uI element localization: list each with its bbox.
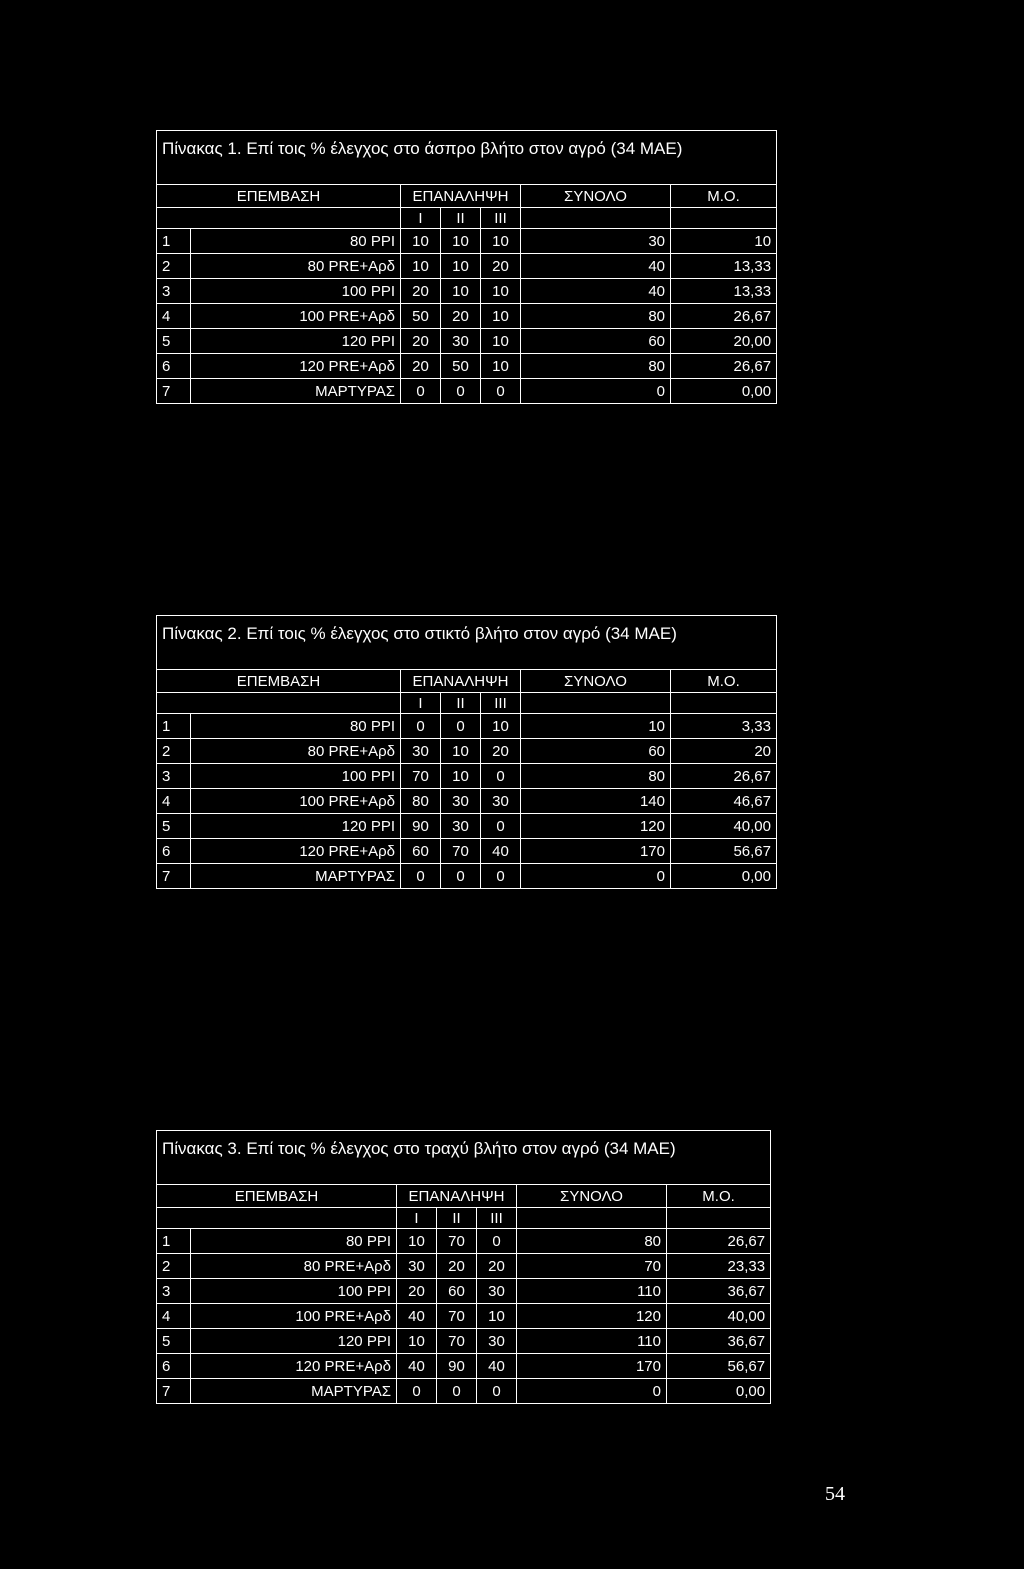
treatment-cell: 120 PRE+Αρδ bbox=[191, 354, 401, 379]
treatment-cell: 80 PPI bbox=[191, 229, 401, 254]
table-row bbox=[157, 1254, 771, 1279]
total-cell: 80 bbox=[521, 354, 671, 379]
subheader-rep-1: I bbox=[401, 693, 441, 714]
row-number: 6 bbox=[157, 1354, 191, 1379]
total-cell: 80 bbox=[521, 764, 671, 789]
rep-1-cell: 0 bbox=[401, 864, 441, 889]
table-title: Πίνακας 1. Επί τοις % έλεγχος στο άσπρο βλήτο στον αγρό (34 ΜΑΕ) bbox=[157, 131, 777, 185]
subheader-rep-3: III bbox=[481, 693, 521, 714]
table-row bbox=[157, 1329, 771, 1354]
rep-1-cell: 40 bbox=[397, 1304, 437, 1329]
rep-2-cell: 0 bbox=[441, 379, 481, 404]
table-row bbox=[157, 379, 777, 404]
rep-3-cell: 40 bbox=[481, 839, 521, 864]
total-cell: 40 bbox=[521, 254, 671, 279]
rep-1-cell: 50 bbox=[401, 304, 441, 329]
rep-2-cell: 90 bbox=[437, 1354, 477, 1379]
subheader-blank bbox=[157, 1208, 397, 1229]
treatment-cell: 120 PPI bbox=[191, 814, 401, 839]
header-repetition: ΕΠΑΝΑΛΗΨΗ bbox=[401, 670, 521, 693]
treatment-cell: ΜΑΡΤΥΡΑΣ bbox=[191, 1379, 397, 1404]
subheader-rep-1: I bbox=[401, 208, 441, 229]
table-row bbox=[157, 764, 777, 789]
table-row bbox=[157, 304, 777, 329]
mean-cell: 3,33 bbox=[671, 714, 777, 739]
total-cell: 60 bbox=[521, 739, 671, 764]
rep-3-cell: 10 bbox=[481, 714, 521, 739]
rep-1-cell: 20 bbox=[397, 1279, 437, 1304]
table-row bbox=[157, 739, 777, 764]
row-number: 2 bbox=[157, 1254, 191, 1279]
rep-3-cell: 10 bbox=[481, 304, 521, 329]
rep-3-cell: 30 bbox=[481, 789, 521, 814]
table-row bbox=[157, 864, 777, 889]
total-cell: 120 bbox=[521, 814, 671, 839]
table-row bbox=[157, 1379, 771, 1404]
treatment-cell: 120 PPI bbox=[191, 329, 401, 354]
total-cell: 120 bbox=[517, 1304, 667, 1329]
mean-cell: 26,67 bbox=[667, 1229, 771, 1254]
mean-cell: 26,67 bbox=[671, 304, 777, 329]
rep-1-cell: 40 bbox=[397, 1354, 437, 1379]
treatment-cell: 100 PRE+Αρδ bbox=[191, 1304, 397, 1329]
row-number: 7 bbox=[157, 1379, 191, 1404]
row-number: 6 bbox=[157, 839, 191, 864]
total-cell: 170 bbox=[521, 839, 671, 864]
rep-2-cell: 30 bbox=[441, 329, 481, 354]
row-number: 4 bbox=[157, 1304, 191, 1329]
subheader-blank bbox=[521, 693, 671, 714]
table-row bbox=[157, 839, 777, 864]
rep-2-cell: 30 bbox=[441, 789, 481, 814]
mean-cell: 20 bbox=[671, 739, 777, 764]
mean-cell: 13,33 bbox=[671, 279, 777, 304]
mean-cell: 0,00 bbox=[671, 379, 777, 404]
row-number: 4 bbox=[157, 304, 191, 329]
treatment-cell: 100 PPI bbox=[191, 764, 401, 789]
rep-3-cell: 20 bbox=[481, 739, 521, 764]
row-number: 3 bbox=[157, 764, 191, 789]
table-row bbox=[157, 254, 777, 279]
table-row bbox=[157, 1304, 771, 1329]
header-treatment: ΕΠΕΜΒΑΣΗ bbox=[157, 670, 401, 693]
table-row bbox=[157, 329, 777, 354]
treatment-cell: 80 PPI bbox=[191, 714, 401, 739]
treatment-cell: 80 PRE+Αρδ bbox=[191, 254, 401, 279]
treatment-cell: ΜΑΡΤΥΡΑΣ bbox=[191, 379, 401, 404]
table-row bbox=[157, 714, 777, 739]
rep-2-cell: 30 bbox=[441, 814, 481, 839]
treatment-cell: 80 PRE+Αρδ bbox=[191, 739, 401, 764]
subheader-blank bbox=[671, 208, 777, 229]
row-number: 7 bbox=[157, 864, 191, 889]
subheader-rep-2: II bbox=[441, 208, 481, 229]
page-number: 54 bbox=[825, 1483, 845, 1505]
row-number: 4 bbox=[157, 789, 191, 814]
rep-1-cell: 60 bbox=[401, 839, 441, 864]
mean-cell: 20,00 bbox=[671, 329, 777, 354]
rep-3-cell: 0 bbox=[477, 1229, 517, 1254]
subheader-rep-1: I bbox=[397, 1208, 437, 1229]
rep-3-cell: 0 bbox=[481, 764, 521, 789]
table-3 bbox=[156, 1130, 771, 1404]
row-number: 5 bbox=[157, 329, 191, 354]
rep-3-cell: 30 bbox=[477, 1329, 517, 1354]
mean-cell: 56,67 bbox=[667, 1354, 771, 1379]
rep-2-cell: 70 bbox=[441, 839, 481, 864]
rep-2-cell: 10 bbox=[441, 229, 481, 254]
rep-2-cell: 20 bbox=[441, 304, 481, 329]
rep-1-cell: 30 bbox=[397, 1254, 437, 1279]
subheader-blank bbox=[667, 1208, 771, 1229]
treatment-cell: 80 PPI bbox=[191, 1229, 397, 1254]
rep-3-cell: 40 bbox=[477, 1354, 517, 1379]
rep-1-cell: 0 bbox=[397, 1379, 437, 1404]
rep-2-cell: 70 bbox=[437, 1304, 477, 1329]
rep-1-cell: 10 bbox=[397, 1229, 437, 1254]
table-row bbox=[157, 1354, 771, 1379]
rep-2-cell: 10 bbox=[441, 254, 481, 279]
rep-2-cell: 70 bbox=[437, 1229, 477, 1254]
table-title: Πίνακας 2. Επί τοις % έλεγχος στο στικτό βλήτο στον αγρό (34 ΜΑΕ) bbox=[157, 616, 777, 670]
rep-3-cell: 10 bbox=[481, 279, 521, 304]
table-1 bbox=[156, 130, 777, 404]
row-number: 1 bbox=[157, 229, 191, 254]
total-cell: 0 bbox=[521, 864, 671, 889]
rep-3-cell: 0 bbox=[481, 814, 521, 839]
rep-1-cell: 10 bbox=[401, 229, 441, 254]
subheader-rep-2: II bbox=[437, 1208, 477, 1229]
table-2 bbox=[156, 615, 777, 889]
treatment-cell: 120 PPI bbox=[191, 1329, 397, 1354]
mean-cell: 40,00 bbox=[667, 1304, 771, 1329]
rep-2-cell: 20 bbox=[437, 1254, 477, 1279]
treatment-cell: 100 PRE+Αρδ bbox=[191, 304, 401, 329]
treatment-cell: 120 PRE+Αρδ bbox=[191, 839, 401, 864]
rep-3-cell: 10 bbox=[481, 354, 521, 379]
total-cell: 80 bbox=[517, 1229, 667, 1254]
total-cell: 80 bbox=[521, 304, 671, 329]
total-cell: 40 bbox=[521, 279, 671, 304]
header-mean: Μ.Ο. bbox=[671, 670, 777, 693]
row-number: 2 bbox=[157, 254, 191, 279]
rep-2-cell: 0 bbox=[437, 1379, 477, 1404]
table-row bbox=[157, 279, 777, 304]
rep-1-cell: 20 bbox=[401, 279, 441, 304]
mean-cell: 23,33 bbox=[667, 1254, 771, 1279]
total-cell: 170 bbox=[517, 1354, 667, 1379]
row-number: 1 bbox=[157, 1229, 191, 1254]
header-mean: Μ.Ο. bbox=[671, 185, 777, 208]
row-number: 5 bbox=[157, 814, 191, 839]
rep-2-cell: 10 bbox=[441, 739, 481, 764]
rep-1-cell: 0 bbox=[401, 379, 441, 404]
total-cell: 140 bbox=[521, 789, 671, 814]
table-row bbox=[157, 229, 777, 254]
treatment-cell: 80 PRE+Αρδ bbox=[191, 1254, 397, 1279]
rep-1-cell: 10 bbox=[401, 254, 441, 279]
table-row bbox=[157, 789, 777, 814]
subheader-rep-2: II bbox=[441, 693, 481, 714]
rep-2-cell: 10 bbox=[441, 279, 481, 304]
subheader-rep-3: III bbox=[477, 1208, 517, 1229]
total-cell: 0 bbox=[521, 379, 671, 404]
mean-cell: 26,67 bbox=[671, 354, 777, 379]
rep-1-cell: 70 bbox=[401, 764, 441, 789]
subheader-rep-3: III bbox=[481, 208, 521, 229]
subheader-blank bbox=[157, 693, 401, 714]
rep-1-cell: 90 bbox=[401, 814, 441, 839]
row-number: 5 bbox=[157, 1329, 191, 1354]
treatment-cell: ΜΑΡΤΥΡΑΣ bbox=[191, 864, 401, 889]
rep-2-cell: 0 bbox=[441, 714, 481, 739]
rep-3-cell: 10 bbox=[481, 229, 521, 254]
rep-3-cell: 20 bbox=[481, 254, 521, 279]
header-total: ΣΥΝΟΛΟ bbox=[517, 1185, 667, 1208]
header-repetition: ΕΠΑΝΑΛΗΨΗ bbox=[401, 185, 521, 208]
mean-cell: 56,67 bbox=[671, 839, 777, 864]
subheader-blank bbox=[671, 693, 777, 714]
row-number: 3 bbox=[157, 279, 191, 304]
header-treatment: ΕΠΕΜΒΑΣΗ bbox=[157, 1185, 397, 1208]
row-number: 7 bbox=[157, 379, 191, 404]
row-number: 2 bbox=[157, 739, 191, 764]
row-number: 6 bbox=[157, 354, 191, 379]
rep-2-cell: 60 bbox=[437, 1279, 477, 1304]
rep-1-cell: 20 bbox=[401, 354, 441, 379]
subheader-blank bbox=[157, 208, 401, 229]
mean-cell: 36,67 bbox=[667, 1329, 771, 1354]
rep-3-cell: 10 bbox=[481, 329, 521, 354]
total-cell: 110 bbox=[517, 1279, 667, 1304]
table-row bbox=[157, 1229, 771, 1254]
total-cell: 110 bbox=[517, 1329, 667, 1354]
treatment-cell: 100 PPI bbox=[191, 279, 401, 304]
rep-1-cell: 0 bbox=[401, 714, 441, 739]
rep-3-cell: 0 bbox=[481, 379, 521, 404]
table-title: Πίνακας 3. Επί τοις % έλεγχος στο τραχύ βλήτο στον αγρό (34 ΜΑΕ) bbox=[157, 1131, 771, 1185]
mean-cell: 0,00 bbox=[667, 1379, 771, 1404]
mean-cell: 10 bbox=[671, 229, 777, 254]
rep-3-cell: 20 bbox=[477, 1254, 517, 1279]
total-cell: 10 bbox=[521, 714, 671, 739]
header-total: ΣΥΝΟΛΟ bbox=[521, 670, 671, 693]
treatment-cell: 120 PRE+Αρδ bbox=[191, 1354, 397, 1379]
rep-1-cell: 80 bbox=[401, 789, 441, 814]
rep-1-cell: 10 bbox=[397, 1329, 437, 1354]
mean-cell: 46,67 bbox=[671, 789, 777, 814]
rep-1-cell: 30 bbox=[401, 739, 441, 764]
rep-2-cell: 10 bbox=[441, 764, 481, 789]
table-row bbox=[157, 1279, 771, 1304]
rep-3-cell: 30 bbox=[477, 1279, 517, 1304]
mean-cell: 0,00 bbox=[671, 864, 777, 889]
row-number: 3 bbox=[157, 1279, 191, 1304]
total-cell: 30 bbox=[521, 229, 671, 254]
rep-2-cell: 70 bbox=[437, 1329, 477, 1354]
header-mean: Μ.Ο. bbox=[667, 1185, 771, 1208]
table-row bbox=[157, 814, 777, 839]
rep-1-cell: 20 bbox=[401, 329, 441, 354]
total-cell: 0 bbox=[517, 1379, 667, 1404]
header-repetition: ΕΠΑΝΑΛΗΨΗ bbox=[397, 1185, 517, 1208]
mean-cell: 36,67 bbox=[667, 1279, 771, 1304]
header-total: ΣΥΝΟΛΟ bbox=[521, 185, 671, 208]
mean-cell: 13,33 bbox=[671, 254, 777, 279]
rep-2-cell: 0 bbox=[441, 864, 481, 889]
rep-3-cell: 0 bbox=[481, 864, 521, 889]
mean-cell: 40,00 bbox=[671, 814, 777, 839]
mean-cell: 26,67 bbox=[671, 764, 777, 789]
table-row bbox=[157, 354, 777, 379]
treatment-cell: 100 PRE+Αρδ bbox=[191, 789, 401, 814]
subheader-blank bbox=[521, 208, 671, 229]
total-cell: 70 bbox=[517, 1254, 667, 1279]
header-treatment: ΕΠΕΜΒΑΣΗ bbox=[157, 185, 401, 208]
row-number: 1 bbox=[157, 714, 191, 739]
total-cell: 60 bbox=[521, 329, 671, 354]
rep-3-cell: 10 bbox=[477, 1304, 517, 1329]
treatment-cell: 100 PPI bbox=[191, 1279, 397, 1304]
rep-3-cell: 0 bbox=[477, 1379, 517, 1404]
rep-2-cell: 50 bbox=[441, 354, 481, 379]
subheader-blank bbox=[517, 1208, 667, 1229]
